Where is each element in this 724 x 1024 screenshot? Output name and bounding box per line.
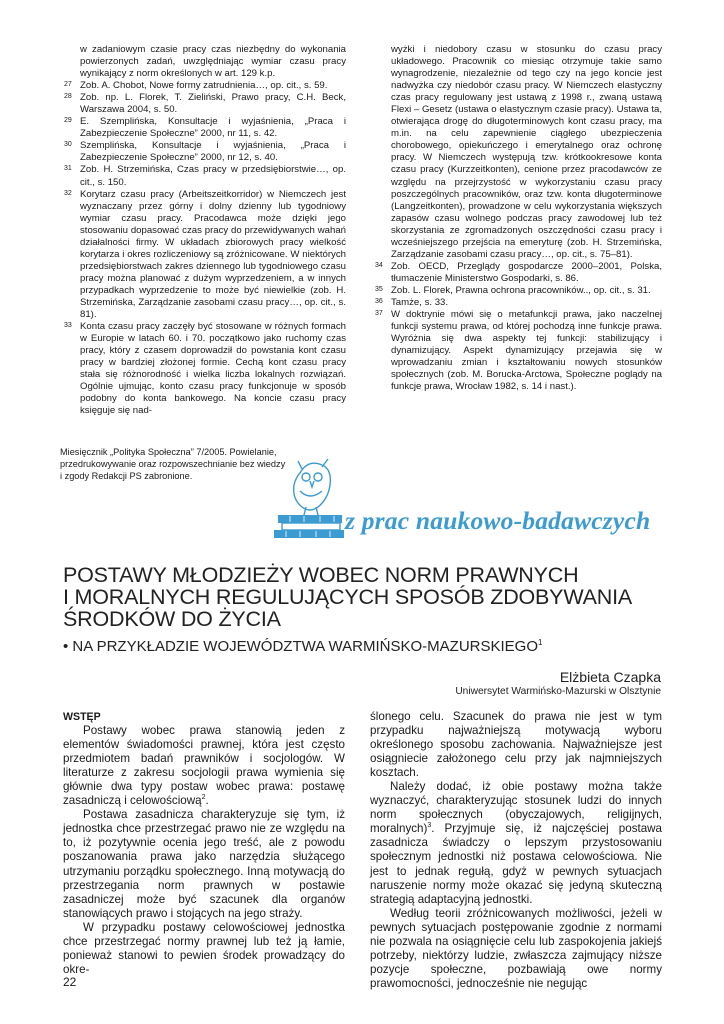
footnote-text: Konta czasu pracy zaczęły być stosowane w różnych formach w Europie w latach 60. i 70. początkowo jako ruchomy czas pracy, który z czasem doprowadził do powstania kont czasu pracy w bardziej złożonej formie. Cechą kont czasu pracy stała się różnorodność i wielka liczba lokalnych rozwiązań. Ogólnie ujmując, konto czasu pracy funkcjonuje w sposób podobny do konta bankowego. Na koncie czasu pracy księguje się nad- [80, 321, 346, 417]
footnote-number: 30 [64, 141, 72, 149]
footnote-text: Tamże, s. 33. [391, 296, 449, 308]
copyright-notice [60, 446, 300, 482]
footnote [64, 140, 346, 164]
section-heading: WSTĘP [63, 711, 101, 723]
footnote-number: 28 [64, 93, 72, 101]
footnote-text: Zob. L. Florek, Prawna ochrona pracowników.., op. cit., s. 31. [391, 284, 651, 296]
footnote-text: Szemplińska, Konsultacje i wyjaśnienia, „Praca i Zabezpieczenie Społeczne” 2000, nr 12, s. 40. [80, 140, 346, 164]
footnote-number: 31 [64, 165, 72, 173]
footnote [64, 80, 346, 92]
owl-on-books-logo [270, 455, 350, 541]
body-paragraph [370, 710, 662, 780]
article-subtitle [63, 638, 542, 655]
section-title: z prac naukowo-badawczych [345, 506, 651, 535]
footnote-marker: 1 [538, 638, 543, 647]
paragraph-text: Należy dodać, iż obie postawy można także wyznaczyć, charakteryzując stosunek ludzi do innych norm społecznych (obyczajowych, religijnych, moralnych) [370, 780, 662, 836]
footnote-number: 29 [64, 117, 72, 125]
footnote-number: 33 [64, 322, 72, 330]
article-title-line: ŚRODKÓW DO ŻYCIA [63, 607, 281, 631]
paragraph-text: . Przyjmuje się, iż najczęściej postawa zasadnicza świadczy o lepszym przystosowaniu społecznym jednostki niż postawa celowościowa. Nie jest to jednak regułą, gdyż w pewnych sytuacjach naruszenie normy może okazać się jedyną skuteczną strategią adaptacyjną jednostki. [370, 822, 662, 906]
footnote-text: Zob. np. L. Florek, T. Zieliński, Prawo pracy, C.H. Beck, Warszawa 2004, s. 50. [80, 92, 346, 116]
footnote [375, 44, 662, 261]
paragraph-text: Według teorii zróżnicowanych możliwości, jeżeli w pewnych sytuacjach postępowanie zgodnie z normami nie pozwala na osiągnięcie celu lub zaspokojenia jakiejś potrzeby, niektórzy ludzie, zwłaszcza zajmujący niższe pozycje społeczne, pozbawiają owe normy prawomocności, jednocześnie nie negując [370, 906, 662, 990]
footnote [64, 164, 346, 188]
copyright-line: przedrukowywanie oraz rozpowszechnianie bez wiedzy [60, 459, 286, 469]
body-paragraph [63, 921, 345, 977]
copyright-line: i zgody Redakcji PS zabronione. [60, 471, 193, 481]
body-paragraph [63, 808, 345, 920]
footnote-text: E. Szemplińska, Konsultacje i wyjaśnienia, „Praca i Zabezpieczenie Społeczne” 2000, nr 11, s. 42. [80, 116, 346, 140]
article-title-line: POSTAWY MŁODZIEŻY WOBEC NORM PRAWNYCH [63, 563, 579, 587]
body-paragraph [370, 780, 662, 906]
footnote [64, 321, 346, 417]
footnote-number: 37 [375, 310, 383, 318]
footnotes-left-column [64, 44, 346, 417]
page-number: 22 [63, 975, 77, 989]
body-right-column [370, 710, 662, 991]
paragraph-text: . [205, 794, 209, 808]
footnote [375, 261, 662, 285]
footnote-text: wyżki i niedobory czasu w stosunku do czasu pracy układowego. Pracownik co miesiąc otrzymuje takie samo wynagrodzenie, niezależnie od tego czy na jego koncie jest nadwyżka czy niedobór czasu pracy. W Niemczech elastyczny czas pracy regulowany jest ustawą z 1998 r., zwaną ustawą Flexi – Gesetz (ustawa o elastycznym czasie pracy). Ustawa ta, otwierająca drogę do długoterminowych kont czasu pracy, ma m.in. na celu zapewnienie ciągłego ubezpieczenia chorobowego, opiekuńczego i emerytalnego oraz ochronę pracy. W Niemczech występują tzw. krótkookresowe konta czasu pracy (Kurzzeitkonten), cenione przez pracodawców ze względu na przejrzystość w wykorzystaniu czasu pracy poszczególnych pracowników, oraz tzw. konta długoterminowe (Langzeitkonten), prowadzone w celu wykorzystania większych zapasów czasu wolnego podczas pracy zawodowej lub też skorzystania ze zgromadzonych oszczędności czasu pracy i wcześniejszego przejścia na emeryturę (zob. H. Strzemińska, Zarządzanie zasobami czasu pracy…, op. cit., s. 75–81). [391, 44, 662, 260]
footnote-text: W doktrynie mówi się o metafunkcji prawa, jako naczelnej funkcji systemu prawa, od której pochodzą inne funkcje prawa. Wyróżnia się dwa aspekty tej funkcji: stabilizujący i dynamizujący. Aspekt dynamizujący przejawia się w wprowadzaniu zmian i kształtowaniu nowych stosunków społecznych (zob. M. Borucka-Arctowa, Społeczne poglądy na funkcje prawa, Wrocław 1982, s. 14 i nast.). [391, 309, 662, 393]
footnote-marker: 2 [201, 794, 206, 802]
body-paragraph [63, 724, 345, 808]
footnote [375, 285, 662, 297]
footnote-text: w zadaniowym czasie pracy czas niezbędny do wykonania powierzonych zadań, uwzględniając wymiar czasu pracy wynikający z norm określonych w art. 129 k.p. [80, 44, 346, 80]
footnote-text: Zob. OECD, Przeglądy gospodarcze 2000–2001, Polska, tłumaczenie Ministerstwo Gospodarki, s. 86. [391, 260, 662, 284]
footnote [64, 116, 346, 140]
footnote-number: 32 [64, 189, 72, 197]
footnote-marker: 3 [427, 822, 432, 830]
paragraph-text: W przypadku postawy celowościowej jednostka chce przestrzegać normy prawnej lub też ją łamie, ponieważ stanowi to pewien środek prowadzący do okre- [63, 920, 345, 976]
paragraph-text: Postawa zasadnicza charakteryzuje się tym, iż jednostka chce przestrzegać prawo nie ze względu na to, iż pozytywnie ocenia jego treść, ale z powodu poszanowania prawa jako narzędzia służącego utrzymaniu porządku społecznego. Inną motywacją do przestrzegania norm prawnych w postawie zasadniczej może być szacunek dla organów stanowiących prawo i stojących na jego straży. [63, 808, 345, 920]
footnote [64, 44, 346, 80]
footnote [375, 309, 662, 393]
footnotes-right-column [375, 44, 662, 393]
footnote-number: 36 [375, 297, 383, 305]
footnote [375, 297, 662, 309]
footnote-text: Korytarz czasu pracy (Arbeitszeitkorridor) w Niemczech jest wyznaczany przez górny i dolny dzienny lub tygodniowy wymiar czasu pracy. Pracodawca może dzięki jego stosowaniu dopasować czas pracy do przewidywanych wahań działalności firmy. W układach zbiorowych pracy wielkość korytarza i okres rozliczeniowy są zróżnicowane. W niektórych przedsiębiorstwach zakres dziennego lub tygodniowego czasu pracy można planować z dużym wyprzedzeniem, a w innych przypadkach wyprzedzenie to może być niewielkie (zob. H. Strzemińska, Zarządzanie zasobami czasu pracy…, op. cit., s. 81). [80, 188, 346, 321]
footnote-number: 34 [375, 261, 383, 269]
author-affiliation: Uniwersytet Warmińsko-Mazurski w Olsztynie [455, 686, 661, 697]
article-title-line: I MORALNYCH REGULUJĄCYCH SPOSÓB ZDOBYWANIA [63, 585, 633, 609]
body-paragraph [370, 907, 662, 991]
footnote [64, 92, 346, 116]
paragraph-text: Postawy wobec prawa stanowią jeden z elementów świadomości prawnej, która jest często przedmiotem badań prawników i socjologów. W literaturze z zakresu socjologii prawa wymienia się głównie dwa typy postaw wobec prawa: postawę zasadniczą i celowościową [63, 724, 345, 808]
body-left-column [63, 710, 345, 977]
author-name: Elżbieta Czapka [559, 669, 661, 685]
footnote-number: 35 [375, 285, 383, 293]
copyright-line: Miesięcznik „Polityka Społeczna” 7/2005. Powielanie, [60, 447, 277, 457]
subtitle-text: • NA PRZYKŁADZIE WOJEWÓDZTWA WARMIŃSKO-MAZURSKIEGO [63, 638, 538, 655]
footnote-number: 27 [64, 81, 72, 89]
paragraph-text: ślonego celu. Szacunek do prawa nie jest w tym przypadku najważniejszą motywacją wyboru określonego sposobu zachowania. Najważniejsze jest osiągniecie założonego celu przy jak najmniejszych kosztach. [370, 710, 662, 780]
footnote-text: Zob. H. Strzemińska, Czas pracy w przedsiębiorstwie…, op. cit., s. 150. [80, 164, 346, 188]
footnote [64, 189, 346, 322]
article-title [63, 564, 663, 630]
footnote-text: Zob. A. Chobot, Nowe formy zatrudnienia…, op. cit., s. 59. [80, 80, 328, 92]
